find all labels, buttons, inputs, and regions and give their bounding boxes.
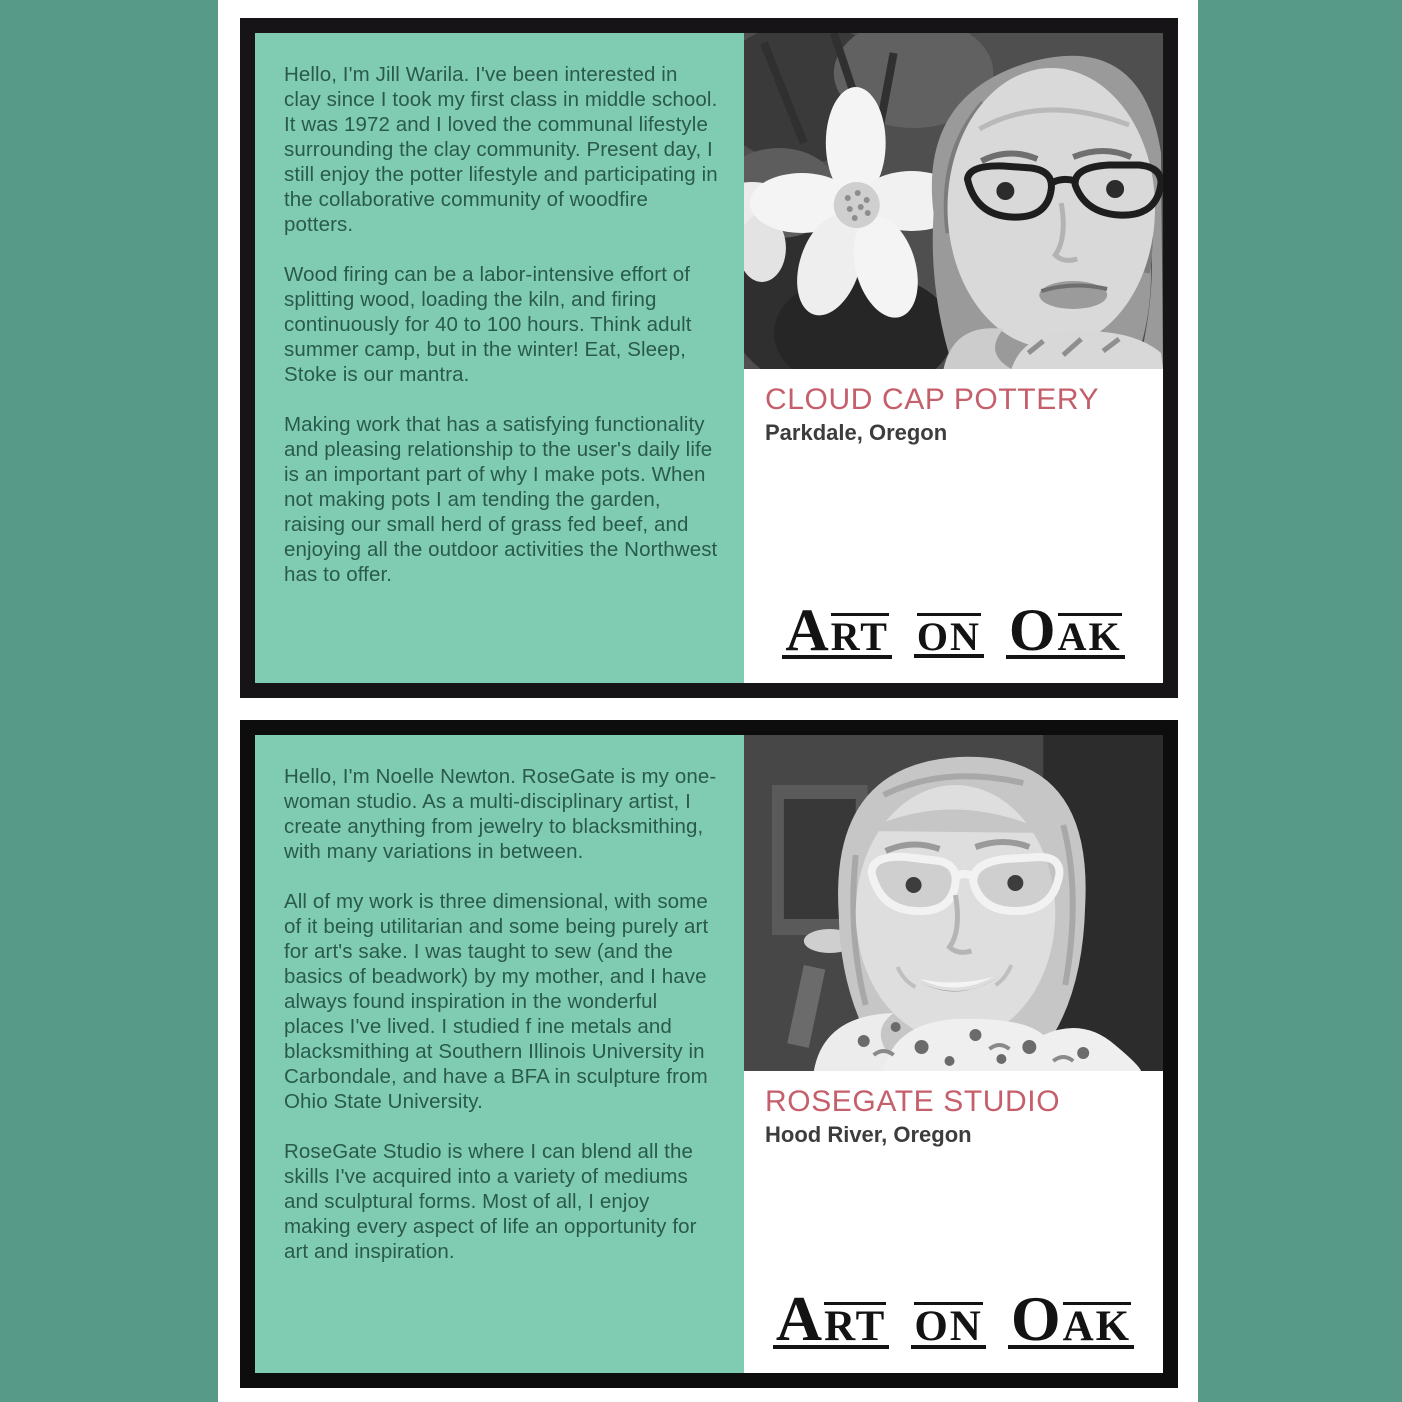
logo-letter: O [1010,1282,1063,1354]
studio-info [744,369,1163,446]
logo-letters: RT [830,614,889,659]
logo-letters: ON [916,614,981,659]
art-on-oak-logo [773,1282,1134,1354]
bio-paragraph: Making work that has a satisfying functionality and pleasing relationship to the user's daily life is an important part of why I make pots. When not making pots I am tending the garden, raising our small herd of grass fed beef, and enjoying all the outdoor activities the Northwest has to offer. [284,413,718,586]
logo-letter: A [775,1282,825,1354]
bio-paragraph: All of my work is three dimensional, with some of it being utilitarian and some being purely art for art's sake. I was taught to sew (and the basics of beadwork) by my mother, and I have always found inspiration in the wonderful places I've lived. I studied f ine metals and blacksmithing at Southern Illinois University in Carbondale, and have a BFA in sculpture from Ohio State University. [284,890,709,1113]
studio-location: Hood River, Oregon [765,1122,972,1147]
bio-paragraph: Hello, I'm Noelle Newton. RoseGate is my one-woman studio. As a multi-disciplinary artist, I create anything from jewelry to blacksmithing, with many variations in between. [284,765,717,863]
art-on-oak-logo [782,597,1124,663]
studio-info [744,1071,1163,1148]
bio-paragraph: RoseGate Studio is where I can blend all the skills I've acquired into a variety of mediums and sculptural forms. Most of all, I enjoy making every aspect of life an opportunity for art and inspiration. [284,1140,697,1263]
right-teal-band [1198,0,1402,1402]
logo-word-art [782,597,892,663]
logo-word-oak [1006,597,1125,663]
logo-letters: AK [1057,614,1122,659]
card-right-panel [744,735,1163,1373]
studio-name: CLOUD CAP POTTERY [765,383,1100,416]
studio-location: Parkdale, Oregon [765,420,948,445]
logo-letters: AK [1062,1302,1132,1350]
logo-letters: ON [914,1302,983,1350]
bio-text-panel [255,735,744,1373]
studio-name: ROSEGATE STUDIO [765,1085,1061,1118]
logo-word-on [914,613,984,658]
logo-letter: O [1008,597,1058,663]
bio-paragraph: Wood firing can be a labor-intensive effort of splitting wood, loading the kiln, and firing continuously for 40 to 100 hours. Think adult summer camp, but in the winter! Eat, Sleep, Stoke is our mantra. [284,263,692,386]
card-right-panel [744,33,1163,683]
bio-text-panel [255,33,744,683]
artist-photo-jill-warila [744,33,1163,369]
logo-letter: A [785,597,831,663]
logo-letters: RT [824,1302,887,1350]
left-teal-band [0,0,218,1402]
portrait-woman-with-dark-glasses-and-dogwood-flower [744,33,1163,369]
bio-paragraph: Hello, I'm Jill Warila. I've been interested in clay since I took my first class in middle school. It was 1972 and I loved the communal lifestyle surrounding the clay community. Present day, I still enjoy the potter lifestyle and participating in the collaborative community of woodfire potters. [284,63,718,236]
artist-card-rosegate [240,720,1178,1388]
artist-card-cloud-cap [240,18,1178,698]
portrait-smiling-woman-with-white-glasses-and-scarf [744,735,1163,1071]
artist-photo-noelle-newton [744,735,1163,1071]
logo-word-oak [1008,1282,1134,1354]
logo-word-art [773,1282,889,1354]
logo-word-on [911,1302,986,1349]
